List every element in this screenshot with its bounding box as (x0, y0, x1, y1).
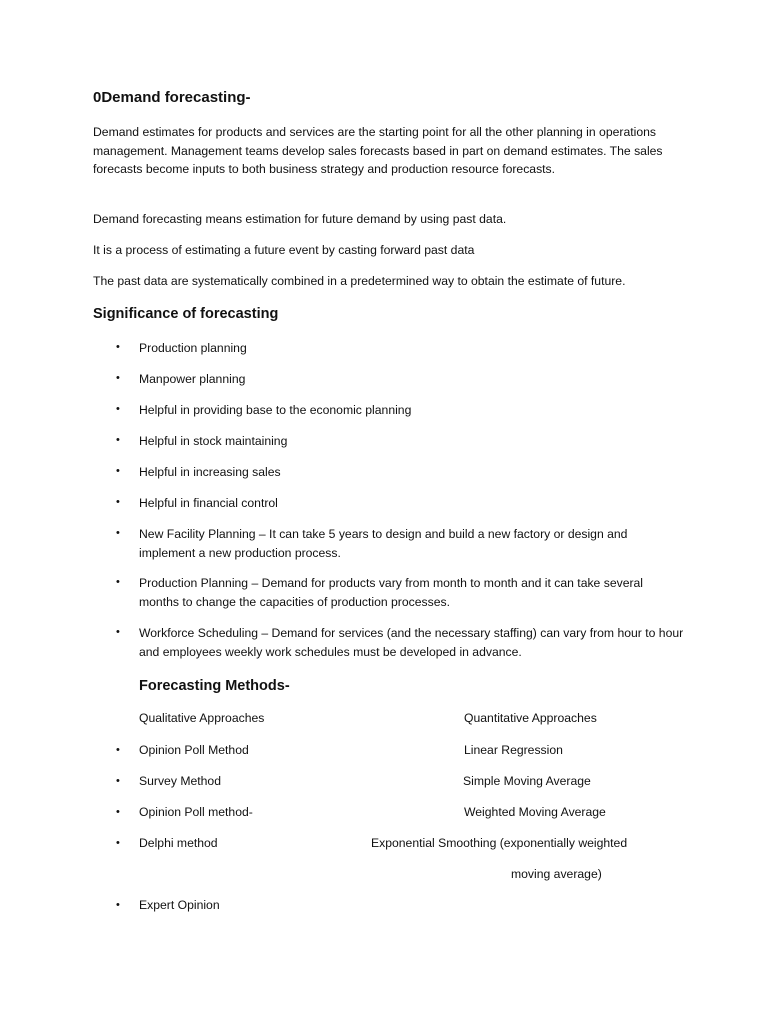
list-item: Manpower planning (139, 372, 246, 386)
list-item: Production Planning – Demand for products vary from month to month and it can take several months to change the capacities of production processes. (139, 576, 644, 609)
quantitative-method: Exponential Smoothing (exponentially weighted (371, 836, 628, 850)
bullet-icon: • (116, 403, 120, 415)
intro-paragraph: Demand estimates for products and services are the starting point for all the other planning in operations management. Management teams develop sales forecasts based in part on demand estimates. The sales forecasts become inputs to both business strategy and production resource forecasts. (93, 125, 663, 176)
list-item: Helpful in financial control (139, 496, 278, 510)
bullet-icon: • (116, 576, 120, 588)
page-title: 0Demand forecasting- (93, 89, 251, 106)
quantitative-method-continued: moving average) (511, 867, 602, 881)
quantitative-method: Simple Moving Average (463, 774, 591, 788)
intro-paragraph: Demand forecasting means estimation for future demand by using past data. (93, 212, 507, 226)
bullet-icon: • (116, 496, 120, 508)
section-heading-methods: Forecasting Methods- (139, 678, 290, 694)
list-item: Production planning (139, 341, 247, 355)
list-item: Helpful in providing base to the economic planning (139, 403, 412, 417)
qualitative-method: Expert Opinion (139, 898, 220, 912)
qualitative-method: Delphi method (139, 836, 218, 850)
intro-paragraph: The past data are systematically combined in a predetermined way to obtain the estimate of future. (93, 274, 626, 288)
qualitative-method: Opinion Poll method- (139, 805, 253, 819)
bullet-icon: • (116, 899, 120, 911)
column-heading-quantitative: Quantitative Approaches (464, 711, 597, 725)
section-heading-significance: Significance of forecasting (93, 306, 279, 322)
bullet-icon: • (116, 626, 120, 638)
qualitative-method: Survey Method (139, 774, 221, 788)
list-item: New Facility Planning – It can take 5 years to design and build a new factory or design and implement a new production process. (139, 527, 628, 560)
list-item: Workforce Scheduling – Demand for services (and the necessary staffing) can vary from hour to hour and employees weekly work schedules must be developed in advance. (139, 626, 684, 659)
bullet-icon: • (116, 372, 120, 384)
bullet-icon: • (116, 527, 120, 539)
qualitative-method: Opinion Poll Method (139, 743, 249, 757)
list-item: Helpful in increasing sales (139, 465, 281, 479)
bullet-icon: • (116, 806, 120, 818)
bullet-icon: • (116, 775, 120, 787)
bullet-icon: • (116, 434, 120, 446)
quantitative-method: Linear Regression (464, 743, 563, 757)
bullet-icon: • (116, 744, 120, 756)
column-heading-qualitative: Qualitative Approaches (139, 711, 265, 725)
intro-paragraph: It is a process of estimating a future event by casting forward past data (93, 243, 475, 257)
bullet-icon: • (116, 837, 120, 849)
bullet-icon: • (116, 465, 120, 477)
quantitative-method: Weighted Moving Average (464, 805, 606, 819)
list-item: Helpful in stock maintaining (139, 434, 288, 448)
bullet-icon: • (116, 341, 120, 353)
